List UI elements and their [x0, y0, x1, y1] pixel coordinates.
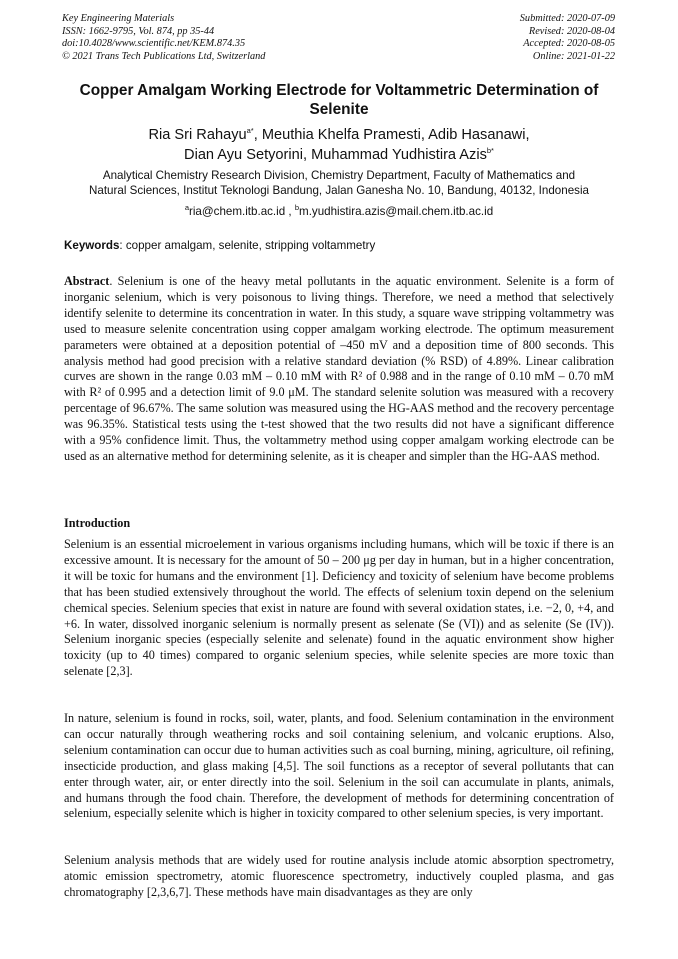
- affiliation-line: Natural Sciences, Institut Teknologi Bandung, Jalan Ganesha No. 10, Bandung, 40132, Indonesia: [89, 184, 589, 197]
- keywords-text: : copper amalgam, selenite, stripping voltammetry: [119, 239, 376, 252]
- paper-title: Copper Amalgam Working Electrode for Voltammetric Determination of Selenite: [79, 82, 599, 118]
- copyright: © 2021 Trans Tech Publications Ltd, Switzerland: [62, 50, 266, 62]
- online-date: Online: 2021-01-22: [532, 50, 615, 62]
- submitted-date: Submitted: 2020-07-09: [519, 13, 615, 24]
- email-marker: b: [294, 203, 300, 213]
- journal-name: Key Engineering Materials: [62, 13, 175, 24]
- paragraph: In nature, selenium is found in rocks, soil, water, plants, and food. Selenium contamination in the environment can occur naturally through weathering rocks and soil containing selenium, and volcanic eruptions. Also, selenium contamination can occur due to human activities such as coal burning, mining, agriculture, oil refining, insecticide production, and glass making [4,5]. The soil functions as a receptor of several pollutants that can enter through water, air, or enter directly into the soil. Selenium in the soil can accumulate in plants, animals, and humans through the food chain. Therefore, the development of methods for determining concentration of selenium, especially selenite which is higher in toxicity compared to other selenium species, is very important.: [64, 711, 614, 821]
- journal-header-right: [520, 13, 615, 63]
- author-list: [50, 126, 628, 165]
- author-names: Dian Ayu Setyorini, Muhammad Yudhistira Azis: [184, 146, 487, 163]
- abstract-label: Abstract: [64, 274, 110, 288]
- email-marker: a: [184, 203, 189, 213]
- author-names: , Meuthia Khelfa Pramesti, Adib Hasanawi,: [253, 127, 530, 143]
- paragraph: Selenium analysis methods that are widely used for routine analysis include atomic absorption spectrometry, atomic emission spectrometry, atomic fluorescence spectrometry, inductively coupled plasma, and gas chromatography [2,3,6,7]. These methods have main disadvantages as they are only: [64, 853, 614, 899]
- author-marker: b*: [486, 145, 494, 155]
- keywords: [64, 239, 375, 252]
- revised-date: Revised: 2020-08-04: [528, 25, 615, 37]
- affiliation-line: Analytical Chemistry Research Division, Chemistry Department, Faculty of Mathematics and: [102, 169, 576, 182]
- abstract: [64, 274, 614, 465]
- author-marker: a*: [246, 126, 254, 136]
- section-heading-introduction: Introduction: [64, 516, 131, 530]
- doi: doi:10.4028/www.scientific.net/KEM.874.35: [62, 38, 246, 50]
- author-name: Ria Sri Rahayu: [148, 127, 247, 143]
- accepted-date: Accepted: 2020-08-05: [523, 38, 615, 50]
- paragraph: Selenium is an essential microelement in various organisms including humans, which will be toxic if there is an excessive amount. It is necessary for the amount of 50 – 200 μg per day in human, but in a higher concentration, it will be toxic for humans and the environment [1]. Deficiency and toxicity of selenium have become problems that has been studied extensively throughout the world. The effects of selenium toxin depend on the selenium chemical species. Selenium species that exist in nature are found with several oxidation states, i.e. −2, 0, +4, and +6. In water, dissolved inorganic selenium is normally present as selenate (Se (VI)) and as selenite (Se (IV)). Selenium inorganic species (especially selenite and selenate) found in the aquatic environment show higher toxicity (up to 40 times) compared to organic selenium species, while selenite species are more toxic than selenate [2,3].: [64, 537, 614, 679]
- email-link[interactable]: m.yudhistira.azis@mail.chem.itb.ac.id: [299, 205, 494, 218]
- journal-header-left: [62, 13, 265, 63]
- abstract-text: . Selenium is one of the heavy metal pollutants in the aquatic environment. Selenite is a form of inorganic selenium, which is very poisonous to living things. Therefore, we need a method that selectively identify selenite to determine its concentration in water. In this study, a square wave stripping voltammetry was used to measure selenite concentration using copper amalgam working electrode. The optimum measurement parameters were obtained at a deposition potential of –450 mV and a deposition time of 800 seconds. This analysis method had good precision with a relative standard deviation (% RSD) of 4.89%. Linear calibration curves are shown in the range 0.03 mM – 0.10 mM with R² of 0.988 and in the range of 0.10 mM – 0.70 mM with R² of 0.995 and a detection limit of 9.0 μM. The standard selenite solution was measured with a recovery percentage of 96.67%. The same solution was measured using the HG-AAS method and the recovery percentage was 96.35%. Statistical tests using the t-test showed that the two results did not have a significant difference with a 95% confidence limit. Thus, the voltammetry method using copper amalgam working electrode can be used as an alternative method for determining selenite, as it is cheaper and simpler than the HG-AAS method.: [64, 274, 614, 463]
- email-separator: ,: [285, 205, 295, 218]
- keywords-label: Keywords: [64, 239, 120, 252]
- author-emails: [50, 205, 628, 219]
- affiliation: [50, 168, 628, 198]
- issn: ISSN: 1662-9795, Vol. 874, pp 35-44: [62, 25, 215, 37]
- email-link[interactable]: ria@chem.itb.ac.id: [189, 205, 286, 218]
